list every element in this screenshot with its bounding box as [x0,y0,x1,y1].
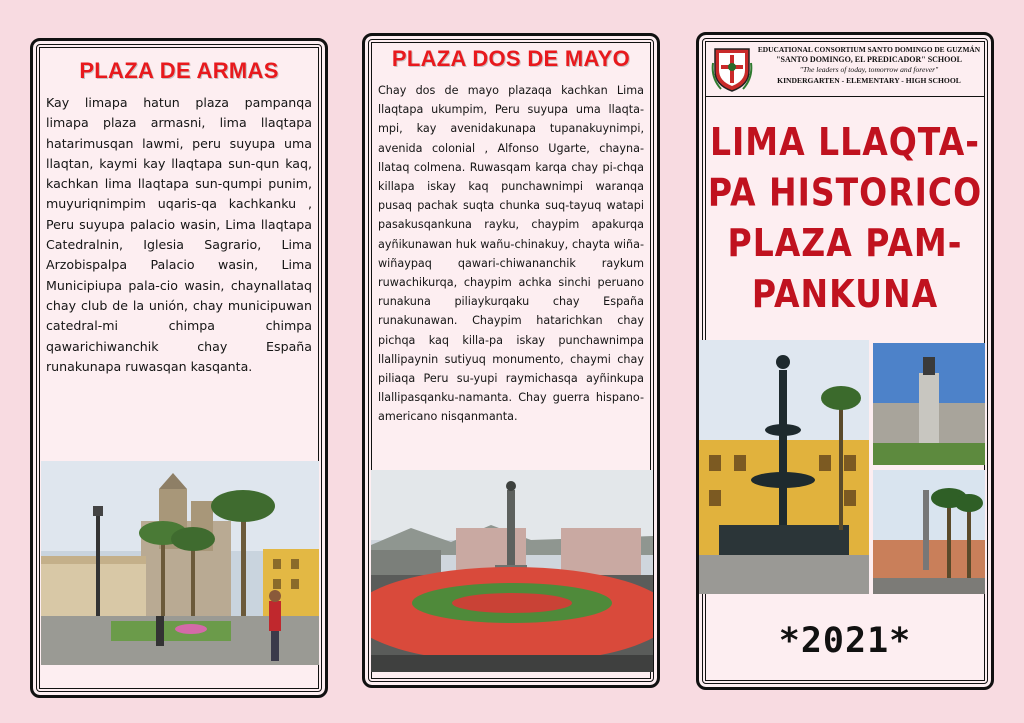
plaza-palms-photo [873,470,985,594]
school-motto: "The leaders of today, tomorrow and forever" [799,65,939,74]
plaza-de-armas-photo [41,461,319,665]
panel-plaza-de-armas [30,38,328,698]
panel-title: PLAZA DOS DE MAYO [391,46,631,71]
year-label: *2021* [778,621,912,661]
school-name: EDUCATIONAL CONSORTIUM SANTO DOMINGO DE GUZMÁN [757,45,981,54]
cover-title-line: LIMA LLAQTA- [709,119,980,165]
monument-photo [873,343,985,465]
plaza-dos-de-mayo-photo [371,470,653,672]
panel-cover [696,32,994,690]
fountain-photo [699,340,869,594]
cover-title-line: PLAZA PAM- [727,220,963,266]
cover-title-line: PA HISTORICO [707,169,983,215]
cover-title-line: PANKUNA [751,271,939,316]
panel-body-text: Chay dos de mayo plazaqa kachkan Lima llaqtapa ukumpim, Peru suyupa uma llaqta-mpi, kay avenidakunapa tupanakuynimpi, avenida colonial , Alfonso Ugarte, chayna-llataq colmena. Ruwasqam karqa chay pi-chqa killapa iskay kaq punchawnimpi waranqa pusaq pachak suqta chunka suq-tayuq watapi pasakusqankuna rayku, chaypim apakurqa ayñikunawan huk wañu-chinakuy, chayta wiña-wiñaypaq qawari-chiwananchik raykum ruwachikurqa, chaypim achka sinchi peruano runakuna piliaykurqaku chay España runakunawan. Chaypim hatarichkan chay pichqa kaq killa-pa iskay punchawnimpa llallipaynin sutiyuq monumento, chaymi chay piliaqa Peru su-yupi raymichasqa ayñinkupa llallipasqanku-namanta. Chay guerra hispano-americano nisqanmanta. [378,84,644,424]
school-crest-icon [711,43,753,93]
panel-body-text: Kay limapa hatun plaza pampanqa limapa plaza armasni, lima llaqtapa hatarimusqan lawmi, peru suyupa uma llaqtan, kaymi kay llaqtapa sun-qun kaq, kachkan lima llaqtapa sun-qumpi punim, muyuriqnimpim uqaris-qa kachkanku , Peru suyupa palacio wasin, Lima llaqtapa Catedralnin, Iglesia Sagrario, Lima Arzobispalpa Palacio wasin, Lima Municipiupa pala-cio wasin, chaynallataq chay club de la unión, chay municipuwan catedral-mi chimpa chimpa qawarichiwanchik chay España runakunapa ruwasqan kasqanta. [46,95,312,374]
school-levels: KINDERGARTEN - ELEMENTARY - HIGH SCHOOL [777,76,961,85]
school-header [705,41,985,97]
panel-plaza-dos-de-mayo [362,33,660,688]
school-subname: "SANTO DOMINGO, EL PREDICADOR" SCHOOL [776,55,962,64]
panel-title: PLAZA DE ARMAS [79,58,279,83]
cover-title [707,117,983,319]
photo-collage [699,340,991,594]
